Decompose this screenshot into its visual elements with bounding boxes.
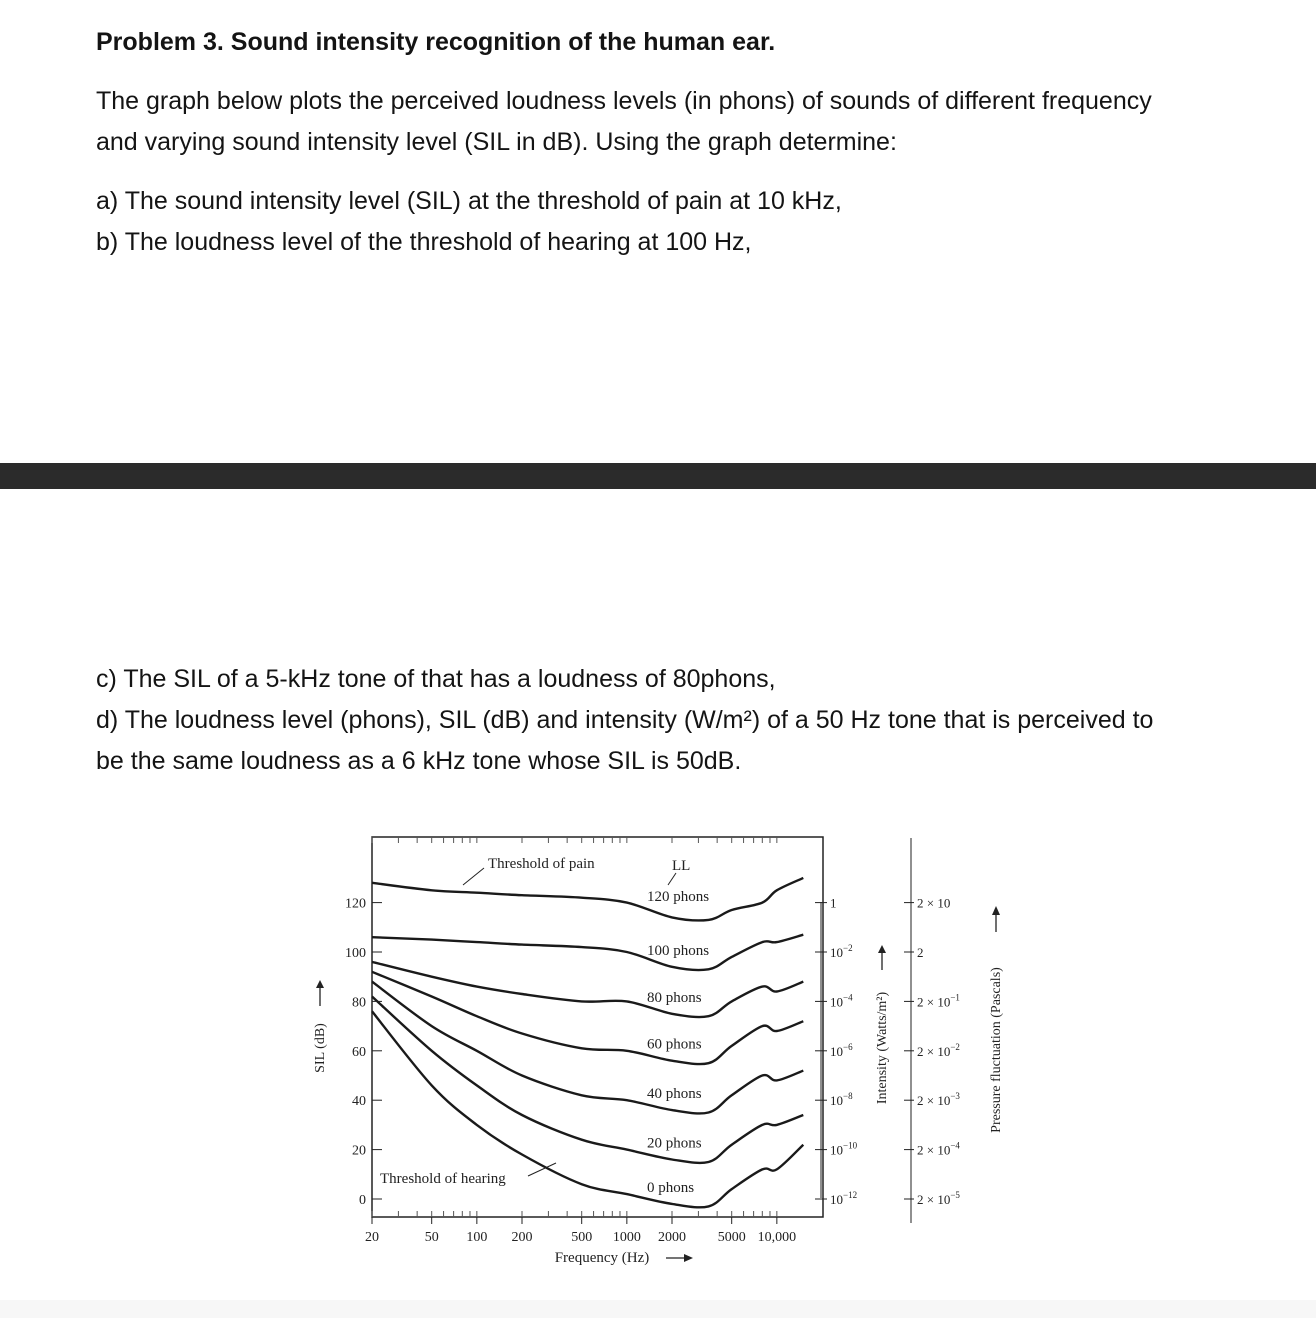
intensity-axis-label: Intensity (Watts/m²) bbox=[875, 991, 890, 1105]
pressure-scale bbox=[904, 896, 960, 1207]
x-tick-label: 20 bbox=[365, 1230, 379, 1245]
phon-curve-label: 40 phons bbox=[647, 1086, 702, 1103]
x-axis-label: Frequency (Hz) bbox=[554, 1250, 650, 1266]
x-axis-arrow-head bbox=[684, 1254, 693, 1262]
x-tick-label: 500 bbox=[571, 1230, 593, 1245]
page-divider bbox=[0, 463, 1316, 489]
ll-label: LL bbox=[672, 858, 691, 874]
bottom-strip bbox=[0, 1300, 1316, 1318]
phon-curve-label: 60 phons bbox=[647, 1036, 702, 1053]
phon-curve-label: 20 phons bbox=[647, 1135, 702, 1152]
pressure-tick-label: $2 \times 10^{-1}$ bbox=[917, 992, 960, 1010]
pressure-arrow-head bbox=[992, 906, 1000, 915]
phon-curve bbox=[372, 997, 803, 1163]
y-tick-label: 40 bbox=[352, 1094, 366, 1110]
intensity-tick-label: $10^{-6}$ bbox=[830, 1041, 853, 1059]
threshold-pain-pointer bbox=[463, 868, 484, 885]
x-tick-label: 200 bbox=[511, 1230, 533, 1245]
ll-pointer bbox=[668, 873, 676, 885]
y-tick-label: 100 bbox=[345, 946, 366, 961]
threshold-pain-label: Threshold of pain bbox=[488, 856, 595, 872]
intensity-tick-label: $10^{-10}$ bbox=[830, 1140, 858, 1158]
x-axis bbox=[365, 1217, 796, 1245]
x-tick-label: 2000 bbox=[658, 1230, 686, 1245]
loudness-contour-figure bbox=[0, 820, 1316, 1300]
pressure-tick-label: 2 × 10 bbox=[917, 895, 951, 911]
x-tick-label: 5000 bbox=[717, 1230, 746, 1245]
problem-title: Problem 3. Sound intensity recognition of the human ear. bbox=[96, 28, 776, 56]
phon-curve bbox=[372, 972, 803, 1064]
problem-intro: The graph below plots the perceived loudness levels (in phons) of sounds of different frequency and varying sound intensity level (SIL in dB). Using the graph determine: bbox=[96, 87, 1152, 156]
pressure-axis-label: Pressure fluctuation (Pascals) bbox=[989, 967, 1004, 1133]
phon-curve-label: 100 phons bbox=[647, 942, 710, 959]
y-tick-label: 60 bbox=[352, 1044, 366, 1060]
question-b: b) The loudness level of the threshold of hearing at 100 Hz, bbox=[96, 228, 752, 256]
x-tick-label: 100 bbox=[466, 1230, 488, 1245]
pressure-tick-label: $2 \times 10^{-5}$ bbox=[917, 1190, 960, 1207]
phon-curve-label: 0 phons bbox=[647, 1179, 695, 1196]
question-a: a) The sound intensity level (SIL) at the threshold of pain at 10 kHz, bbox=[96, 187, 842, 215]
intensity-tick-label: 1 bbox=[830, 895, 837, 911]
pressure-tick-label: 2 bbox=[917, 945, 924, 960]
question-d: d) The loudness level (phons), SIL (dB) and intensity (W/m²) of a 50 Hz tone that is perceived to be the same loudness as a 6 kHz tone whose SIL is 50dB. bbox=[96, 706, 1154, 775]
intensity-tick-label: $10^{-2}$ bbox=[830, 943, 853, 960]
intensity-tick-label: $10^{-12}$ bbox=[830, 1190, 858, 1207]
phon-curve bbox=[372, 935, 803, 970]
x-tick-label: 50 bbox=[424, 1230, 439, 1245]
pressure-tick-label: $2 \times 10^{-2}$ bbox=[917, 1041, 960, 1059]
y-axis bbox=[345, 897, 382, 1208]
y-axis-label: SIL (dB) bbox=[313, 1023, 328, 1073]
curves-group bbox=[372, 878, 803, 1207]
intensity-tick-label: $10^{-4}$ bbox=[830, 992, 853, 1010]
phon-curve-label: 80 phons bbox=[647, 989, 702, 1006]
pressure-tick-label: $2 \times 10^{-3}$ bbox=[917, 1091, 960, 1109]
phon-curve bbox=[372, 962, 803, 1017]
y-tick-label: 120 bbox=[345, 896, 366, 912]
y-tick-label: 20 bbox=[352, 1143, 366, 1159]
y-axis-arrow-head bbox=[316, 980, 324, 988]
x-tick-label: 1000 bbox=[612, 1230, 641, 1245]
y-tick-label: 80 bbox=[352, 995, 366, 1011]
intensity-tick-label: $10^{-8}$ bbox=[830, 1091, 853, 1109]
x-tick-label: 10,000 bbox=[757, 1230, 797, 1245]
y-tick-label: 0 bbox=[359, 1193, 366, 1208]
intensity-arrow-head bbox=[878, 945, 886, 953]
plot-frame bbox=[372, 837, 823, 1217]
pressure-tick-label: $2 \times 10^{-4}$ bbox=[917, 1140, 960, 1158]
phon-curve bbox=[372, 878, 803, 921]
phon-curve-label: 120 phons bbox=[647, 889, 710, 905]
threshold-hearing-label: Threshold of hearing bbox=[380, 1171, 506, 1187]
question-c: c) The SIL of a 5-kHz tone of that has a loudness of 80phons, bbox=[96, 665, 776, 693]
